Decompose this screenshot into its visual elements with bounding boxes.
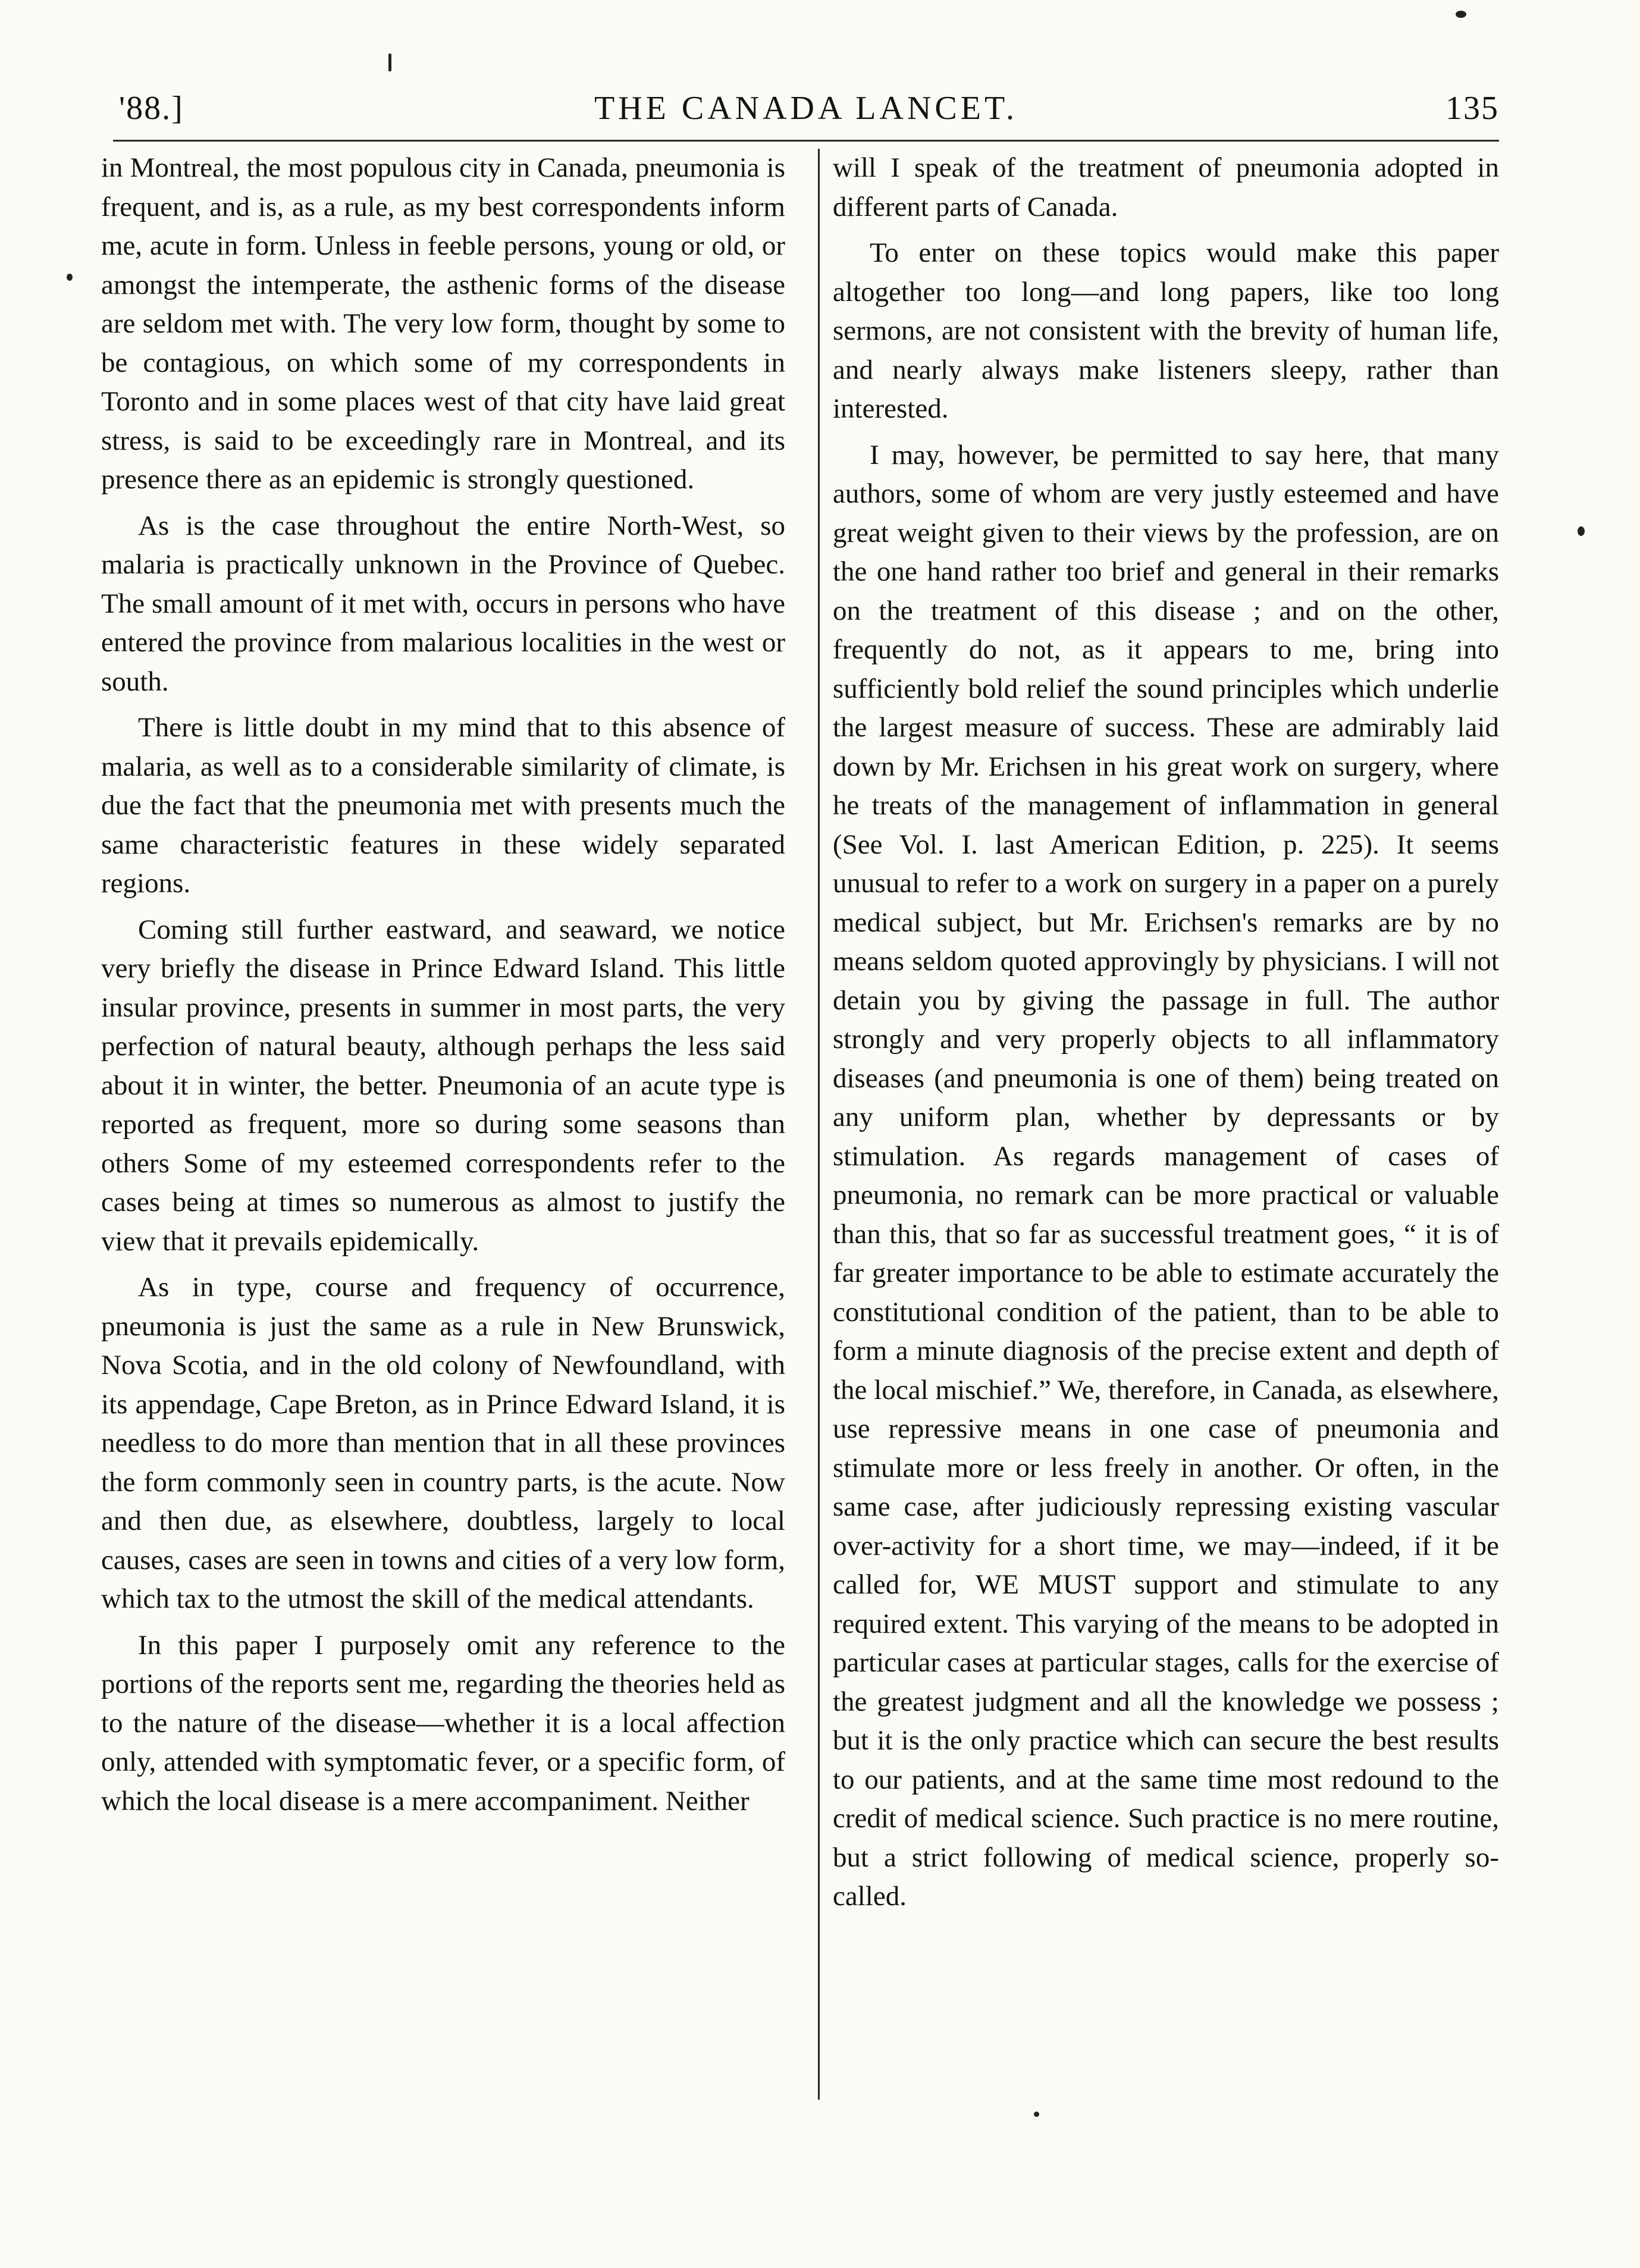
scan-speck — [1578, 526, 1585, 536]
running-header — [113, 89, 1499, 143]
scan-speck — [1034, 2112, 1039, 2117]
paragraph: in Montreal, the most populous city in Canada, pneumonia is frequent, and is, as a rule, as my best correspondents inform me, acute in form. Unless in feeble persons, young or old, or amongst the intemperate, the asthenic forms of the disease are seldom met with. The very low form, thought by some to be contagious, on which some of my correspondents in Toronto and in some places west of that city have laid great stress, is said to be exceedingly rare in Montreal, and its presence there as an epidemic is strongly questioned. — [101, 152, 785, 495]
paragraph: There is little doubt in my mind that to this absence of malaria, as well as to a considerable similarity of climate, is due the fact that the pneumonia met with presents much the same characteristic features in these widely separated regions. — [101, 712, 785, 899]
paragraph: As is the case throughout the entire North-West, so malaria is practically unknown in the Province of Quebec. The small amount of it met with, occurs in persons who have entered the province from malarious localities in the west or south. — [101, 510, 785, 697]
header-year: '88.] — [119, 90, 184, 127]
left-column — [101, 149, 785, 1828]
right-column — [833, 149, 1499, 1924]
journal-title: THE CANADA LANCET. — [594, 90, 1018, 127]
page-number: 135 — [1445, 90, 1499, 127]
paragraph: I may, however, be permitted to say here, that many authors, some of whom are very justly esteemed and have great weight given to their views by the profession, are on the one hand rather too brief and general in their remarks on the treatment of this disease ; and on the other, frequently do not, as it appears to me, bring into sufficiently bold relief the sound principles which underlie the largest measure of success. These are admirably laid down by Mr. Erichsen in his great work on surgery, where he treats of the management of inflammation in general (See Vol. I. last American Edition, p. 225). It seems unusual to refer to a work on surgery in a paper on a purely medical subject, but Mr. Erichsen's remarks are by no means seldom quoted approvingly by physicians. I will not detain you by giving the passage in full. The author strongly and very properly objects to all inflammatory diseases (and pneumonia is one of them) being treated on any uniform plan, whether by depressants or by stimulation. As regards management of cases of pneumonia, no remark can be more practical or valuable than this, that so far as successful treatment goes, “ it is of far greater importance to be able to estimate accurately the constitutional condition of the patient, than to be able to form a minute diagnosis of the precise extent and depth of the local mischief.” We, therefore, in Canada, as elsewhere, use repressive means in one case of pneumonia and stimulate more or less freely in another. Or often, in the same case, after judiciously repressing existing vascular over-activity for a short time, we may—indeed, if it be called for, WE MUST support and stimulate to any required extent. This varying of the means to be adopted in particular cases at particular stages, calls for the exercise of the greatest judgment and all the knowledge we possess ; but it is the only practice which can secure the best results to our patients, and at the same time most redound to the credit of medical science. Such practice is no mere routine, but a strict following of medical science, properly so-called. — [833, 439, 1499, 1912]
paragraph: Coming still further eastward, and seaward, we notice very briefly the disease in Prince Edward Island. This little insular province, presents in summer in most parts, the very perfection of natural beauty, although perhaps the less said about it in winter, the better. Pneumonia of an acute type is reported as frequent, more so during some seasons than others Some of my esteemed correspondents refer to the cases being at times so numerous as almost to justify the view that it prevails epidemically. — [101, 914, 785, 1257]
scan-speck — [388, 54, 391, 71]
paragraph: As in type, course and frequency of occurrence, pneumonia is just the same as a rule in New Brunswick, Nova Scotia, and in the old colony of Newfoundland, with its appendage, Cape Breton, as in Prince Edward Island, it is needless to do more than mention that in all these provinces the form commonly seen in country parts, is the acute. Now and then due, as elsewhere, doubtless, largely to local causes, cases are seen in towns and cities of a very low form, which tax to the utmost the skill of the medical attendants. — [101, 1272, 785, 1614]
column-divider — [818, 149, 820, 2100]
scan-speck — [1456, 11, 1466, 18]
paragraph: will I speak of the treatment of pneumonia adopted in different parts of Canada. — [833, 152, 1499, 222]
header-rule — [113, 140, 1499, 142]
paragraph: To enter on these topics would make this paper altogether too long—and long papers, like too long sermons, are not consistent with the brevity of human life, and nearly always make listeners sleepy, rather than interested. — [833, 237, 1499, 424]
paragraph: In this paper I purposely omit any reference to the portions of the reports sent me, regarding the theories held as to the nature of the disease—whether it is a local affection only, attended with symptomatic fever, or a specific form, of which the local disease is a mere accompaniment. Neither — [101, 1629, 785, 1817]
scan-speck — [67, 274, 73, 281]
